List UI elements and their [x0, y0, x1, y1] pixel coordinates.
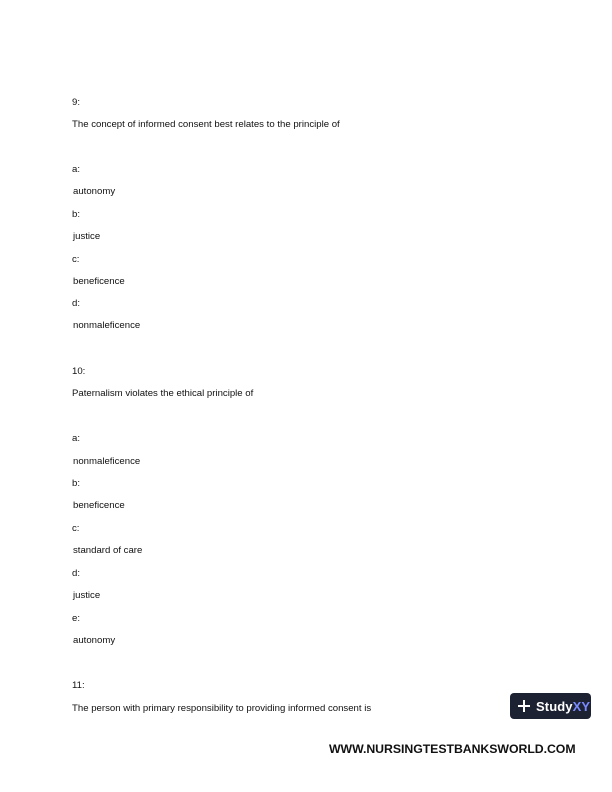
question-9-option-b-text: justice: [73, 231, 101, 242]
question-10-option-c-text: standard of care: [73, 545, 143, 556]
brand-accent-text: XY: [572, 698, 591, 714]
question-9-number: 9:: [72, 97, 81, 108]
question-9-option-c-letter: c:: [72, 254, 80, 265]
question-9-option-a-letter: a:: [72, 164, 81, 175]
question-10-option-d-letter: d:: [72, 568, 81, 579]
brand-main-text: Study: [536, 698, 573, 714]
question-10-option-a-letter: a:: [72, 433, 81, 444]
question-9-option-b-letter: b:: [72, 209, 81, 220]
studyxy-logo-badge[interactable]: [510, 693, 591, 719]
question-10-text: Paternalism violates the ethical principle of: [72, 388, 254, 399]
question-9-text: The concept of informed consent best relates to the principle of: [72, 119, 340, 130]
footer-url: WWW.NURSINGTESTBANKSWORLD.COM: [329, 742, 576, 756]
question-9-option-d-letter: d:: [72, 298, 81, 309]
plus-icon: [518, 700, 530, 712]
question-9-option-a-text: autonomy: [73, 186, 116, 197]
studyxy-brand-text: [536, 699, 590, 714]
question-11-text: The person with primary responsibility to providing informed consent is: [72, 703, 372, 714]
question-10-option-b-letter: b:: [72, 478, 81, 489]
question-10-option-a-text: nonmaleficence: [73, 456, 141, 467]
question-10-option-e-text: autonomy: [73, 635, 116, 646]
question-10-number: 10:: [72, 366, 86, 377]
question-11-number: 11:: [72, 680, 85, 691]
question-10-option-b-text: beneficence: [73, 500, 125, 511]
question-9-option-d-text: nonmaleficence: [73, 320, 141, 331]
question-9-option-c-text: beneficence: [73, 276, 125, 287]
question-10-option-c-letter: c:: [72, 523, 80, 534]
question-10-option-d-text: justice: [73, 590, 101, 601]
question-10-option-e-letter: e:: [72, 613, 81, 624]
